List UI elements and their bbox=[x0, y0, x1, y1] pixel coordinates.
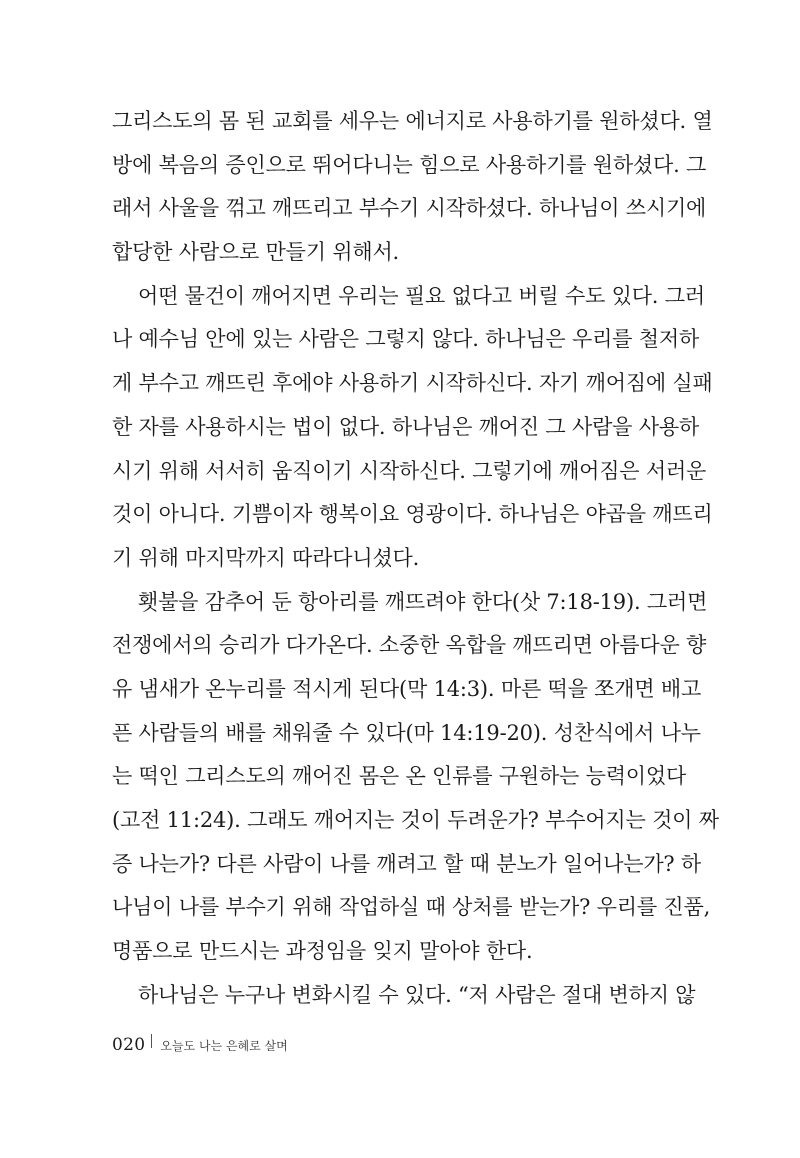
text-line: 것이 아니다. 기쁨이자 행복이요 영광이다. 하나님은 야곱을 깨뜨리 bbox=[112, 502, 713, 527]
footer-divider bbox=[151, 1034, 152, 1048]
text-line: 나님이 나를 부수기 위해 작업하실 때 상처를 받는가? 우리를 진품, bbox=[112, 895, 711, 920]
text-line: 유 냄새가 온누리를 적시게 된다(막 14:3). 마른 떡을 쪼개면 배고 bbox=[112, 676, 702, 701]
paragraph-start-line: 어떤 물건이 깨어지면 우리는 필요 없다고 버릴 수도 있다. 그러 bbox=[138, 283, 705, 308]
text-line: 시기 위해 서서히 움직이기 시작하신다. 그렇기에 깨어짐은 서러운 bbox=[112, 458, 707, 483]
text-line: 합당한 사람으로 만들기 위해서. bbox=[112, 240, 400, 265]
text-line: 픈 사람들의 배를 채워줄 수 있다(마 14:19-20). 성찬식에서 나누 bbox=[112, 720, 701, 745]
text-line: (고전 11:24). 그래도 깨어지는 것이 두려운가? 부수어지는 것이 짜 bbox=[112, 808, 719, 832]
text-line: 한 자를 사용하시는 법이 없다. 하나님은 깨어진 그 사람을 사용하 bbox=[112, 414, 699, 439]
paragraph-start-line: 하나님은 누구나 변화시킬 수 있다. “저 사람은 절대 변하지 않 bbox=[138, 982, 696, 1007]
page-number: 020 bbox=[112, 1035, 146, 1055]
text-line: 그리스도의 몸 된 교회를 세우는 에너지로 사용하기를 원하셨다. 열 bbox=[112, 109, 713, 133]
text-line: 기 위해 마지막까지 따라다니셨다. bbox=[112, 545, 420, 570]
paragraph-start-line: 횃불을 감추어 둔 항아리를 깨뜨려야 한다(삿 7:18-19). 그러면 bbox=[138, 589, 708, 614]
text-line: 게 부수고 깨뜨린 후에야 사용하기 시작하신다. 자기 깨어짐에 실패 bbox=[112, 371, 713, 396]
text-line: 전쟁에서의 승리가 다가온다. 소중한 옥합을 깨뜨리면 아름다운 향 bbox=[112, 633, 707, 658]
text-line: 증 나는가? 다른 사람이 나를 깨려고 할 때 분노가 일어나는가? 하 bbox=[112, 851, 702, 876]
text-line: 방에 복음의 증인으로 뛰어다니는 힘으로 사용하기를 원하셨다. 그 bbox=[112, 152, 707, 177]
text-line: 래서 사울을 꺾고 깨뜨리고 부수기 시작하셨다. 하나님이 쓰시기에 bbox=[112, 196, 707, 221]
page-footer bbox=[112, 1032, 288, 1058]
text-line: 는 떡인 그리스도의 깨어진 몸은 온 인류를 구원하는 능력이었다 bbox=[112, 764, 687, 789]
book-title: 오늘도 나는 은혜로 살며 bbox=[160, 1038, 288, 1053]
text-line: 명품으로 만드시는 과정임을 잊지 말아야 한다. bbox=[112, 939, 533, 964]
text-line: 나 예수님 안에 있는 사람은 그렇지 않다. 하나님은 우리를 철저하 bbox=[112, 327, 699, 352]
body-text bbox=[112, 100, 719, 1017]
